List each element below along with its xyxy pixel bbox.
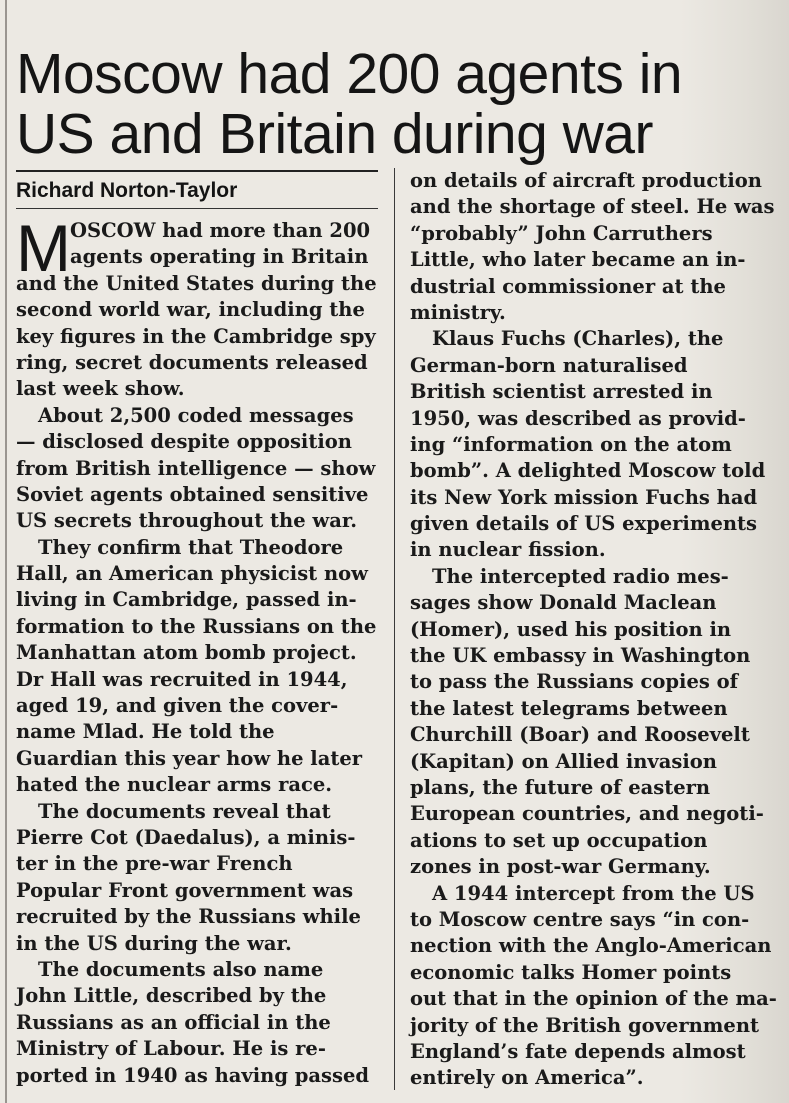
text-line: Manhattan atom bomb project. <box>16 641 357 665</box>
text-line: living in Cambridge, passed in- <box>16 588 357 612</box>
text-line: from British intelligence — show <box>16 456 376 480</box>
text-line: economic talks Homer points <box>410 960 732 984</box>
text-line: ations to set up occupation <box>410 828 708 852</box>
text-line: (Homer), used his position in <box>410 617 732 641</box>
text-line: German-born naturalised <box>410 353 688 377</box>
article-column-1 <box>16 211 388 1089</box>
text-line: About 2,500 coded messages <box>38 403 354 427</box>
text-line: in the US during the war. <box>16 931 292 955</box>
text-line: nection with the Anglo-American <box>410 934 772 958</box>
text-line: Klaus Fuchs (Charles), the <box>432 327 724 351</box>
text-line: A 1944 intercept from the US <box>432 881 755 905</box>
byline-block <box>16 170 378 209</box>
text-line: “probably” John Carruthers <box>410 221 713 245</box>
text-line: hated the nuclear arms race. <box>16 773 333 797</box>
byline: Richard Norton-Taylor <box>16 179 238 202</box>
text-line: name Mlad. He told the <box>16 720 275 744</box>
text-line: on details of aircraft production <box>410 169 762 192</box>
text-line: ministry. <box>410 300 506 324</box>
text-line: the UK embassy in Washington <box>410 644 751 668</box>
text-line: 1950, was described as provid- <box>410 406 746 430</box>
text-line: jority of the British government <box>410 1013 760 1037</box>
text-line: recruited by the Russians while <box>16 905 361 929</box>
text-line: Popular Front government was <box>16 878 354 902</box>
text-line: the latest telegrams between <box>410 696 728 720</box>
text-line: in nuclear fission. <box>410 538 606 562</box>
text-line: ring, secret documents released <box>16 350 368 374</box>
page-edge-rule <box>5 0 7 1103</box>
headline-line-2: US and Britain during war <box>16 102 653 167</box>
byline-bottom-rule <box>16 208 378 209</box>
text-line: Dr Hall was recruited in 1944, <box>16 667 348 691</box>
text-line: formation to the Russians on the <box>16 614 377 638</box>
text-line: — disclosed despite opposition <box>16 430 352 454</box>
text-line: They confirm that Theodore <box>38 535 344 559</box>
text-line: Guardian this year how he later <box>16 746 363 770</box>
text-line: out that in the opinion of the ma- <box>410 987 777 1011</box>
headline-line-1: Moscow had 200 agents in <box>16 42 683 107</box>
text-line: ing “information on the atom <box>410 432 732 456</box>
text-line: Russians as an official in the <box>16 1010 331 1034</box>
text-line: given details of US experiments <box>410 512 758 536</box>
text-line: US secrets throughout the war. <box>16 509 358 533</box>
text-line: agents operating in Britain <box>70 245 369 269</box>
text-line: zones in post-war Germany. <box>410 855 711 879</box>
text-line: Churchill (Boar) and Roosevelt <box>410 723 750 747</box>
text-line: ported in 1940 as having passed <box>16 1063 370 1087</box>
text-line: last week show. <box>16 377 185 401</box>
text-line: and the United States during the <box>16 271 377 295</box>
text-line: second world war, including the <box>16 298 365 322</box>
drop-cap: M <box>16 211 71 285</box>
text-line: Hall, an American physicist now <box>16 562 368 586</box>
text-line: The documents also name <box>38 957 324 981</box>
text-line: The intercepted radio mes- <box>432 564 729 588</box>
text-line: John Little, described by the <box>16 984 327 1008</box>
text-line: sages show Donald Maclean <box>410 591 717 615</box>
text-line: entirely on America”. <box>410 1066 644 1090</box>
text-line: Ministry of Labour. He is re- <box>16 1037 326 1061</box>
text-line: its New York mission Fuchs had <box>410 485 758 509</box>
text-line: and the shortage of steel. He was <box>410 195 775 219</box>
column-divider <box>394 168 395 1090</box>
text-line: European countries, and negoti- <box>410 802 764 826</box>
text-line: plans, the future of eastern <box>410 775 711 799</box>
text-line: (Kapitan) on Allied invasion <box>410 749 717 773</box>
text-line: bomb”. A delighted Moscow told <box>410 459 766 483</box>
text-line: British scientist arrested in <box>410 380 713 404</box>
byline-top-rule <box>16 170 378 172</box>
text-line: Pierre Cot (Daedalus), a minis- <box>16 825 356 849</box>
text-line: Little, who later became an in- <box>410 248 746 272</box>
text-line: OSCOW had more than 200 <box>70 219 371 242</box>
article-headline <box>16 42 716 167</box>
text-line: Soviet agents obtained sensitive <box>16 482 369 506</box>
article-column-2 <box>410 168 782 1092</box>
text-line: to pass the Russians copies of <box>410 670 739 694</box>
text-line: England’s fate depends almost <box>410 1039 746 1063</box>
text-line: to Moscow centre says “in con- <box>410 907 750 931</box>
text-line: key figures in the Cambridge spy <box>16 324 376 348</box>
text-line: dustrial commissioner at the <box>410 274 726 298</box>
text-line: aged 19, and given the cover- <box>16 694 339 718</box>
text-line: The documents reveal that <box>38 799 331 823</box>
text-line: ter in the pre-war French <box>16 852 293 876</box>
